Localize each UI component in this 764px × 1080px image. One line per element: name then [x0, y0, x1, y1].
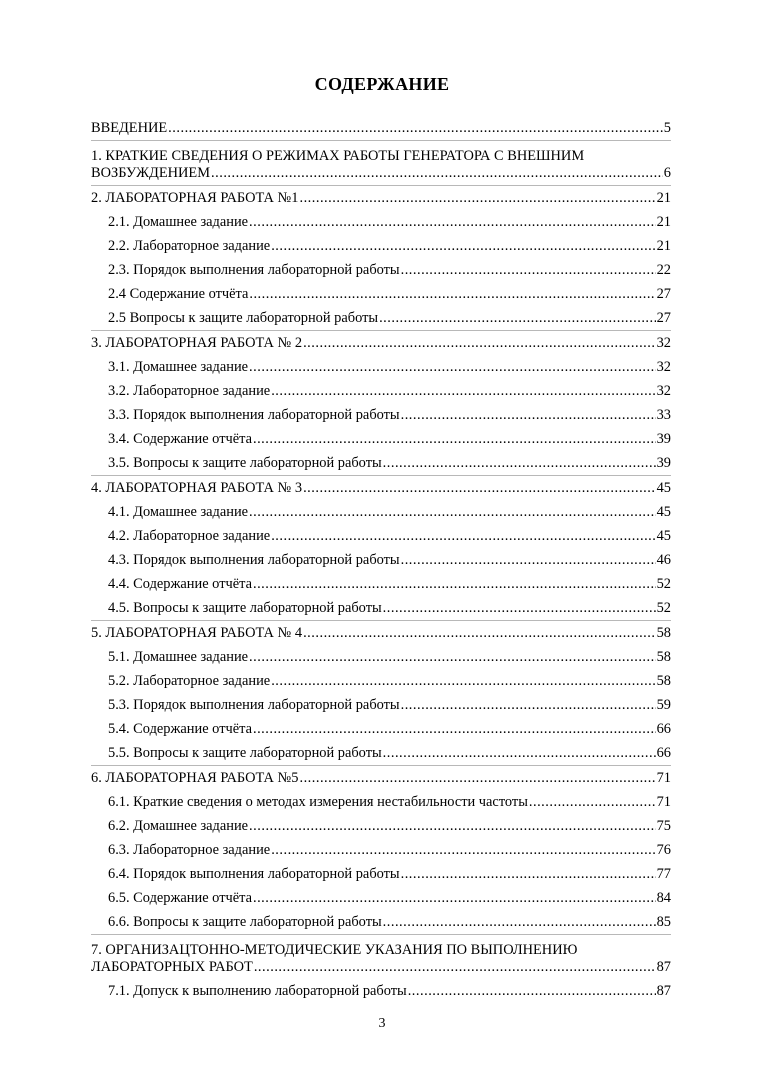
- toc-entry-page: 33: [656, 407, 671, 423]
- toc-entry-page: 6: [663, 165, 671, 181]
- toc-entry[interactable]: [91, 765, 671, 790]
- toc-entry-page: 27: [656, 286, 671, 302]
- toc-entry-page: 71: [656, 770, 671, 786]
- toc-entry-text: 2.4 Содержание отчёта: [108, 286, 249, 302]
- toc-entry-text: 4.3. Порядок выполнения лабораторной работы: [108, 552, 400, 568]
- toc-entry[interactable]: [91, 620, 671, 645]
- toc-entry-text: ВВЕДЕНИЕ: [91, 120, 168, 136]
- toc-entry[interactable]: [91, 790, 671, 814]
- toc-entry-text: 6.4. Порядок выполнения лабораторной работы: [108, 866, 400, 882]
- toc-entry-text: 2. ЛАБОРАТОРНАЯ РАБОТА №1: [91, 190, 299, 206]
- toc-entry[interactable]: [91, 306, 671, 330]
- toc-entry-page: 22: [656, 262, 671, 278]
- table-of-contents: [91, 116, 671, 1003]
- dot-leader: [253, 721, 656, 738]
- toc-entry[interactable]: [91, 862, 671, 886]
- toc-entry[interactable]: [91, 210, 671, 234]
- toc-entry-page: 85: [656, 914, 671, 930]
- toc-entry[interactable]: [91, 403, 671, 427]
- dot-leader: [408, 983, 656, 1000]
- dot-leader: [383, 745, 656, 762]
- toc-entry[interactable]: [91, 258, 671, 282]
- toc-entry-text: 5.4. Содержание отчёта: [108, 721, 252, 737]
- page-title: СОДЕРЖАНИЕ: [314, 74, 450, 94]
- toc-entry[interactable]: [91, 669, 671, 693]
- dot-leader: [401, 697, 656, 714]
- dot-leader: [254, 959, 656, 976]
- toc-entry-page: 75: [656, 818, 671, 834]
- dot-leader: [211, 165, 663, 182]
- dot-leader: [271, 528, 655, 545]
- dot-leader: [168, 120, 663, 137]
- toc-entry-page: 27: [656, 310, 671, 326]
- toc-entry[interactable]: [91, 185, 671, 210]
- toc-entry-page: 32: [656, 383, 671, 399]
- toc-entry-text: 5. ЛАБОРАТОРНАЯ РАБОТА № 4: [91, 625, 303, 641]
- toc-entry-page: 21: [656, 238, 671, 254]
- toc-entry-text: 2.1. Домашнее задание: [108, 214, 249, 230]
- toc-entry-page: 58: [656, 625, 671, 641]
- toc-entry-text: 5.3. Порядок выполнения лабораторной работы: [108, 697, 400, 713]
- dot-leader: [383, 600, 656, 617]
- toc-entry[interactable]: [91, 500, 671, 524]
- toc-entry[interactable]: [91, 330, 671, 355]
- toc-entry-page: 39: [656, 455, 671, 471]
- toc-entry[interactable]: [91, 355, 671, 379]
- dot-leader: [249, 504, 656, 521]
- toc-entry-page: 52: [656, 600, 671, 616]
- toc-entry-text: 7.1. Допуск к выполнению лабораторной работы: [108, 983, 407, 999]
- toc-entry-text: 6.1. Краткие сведения о методах измерения нестабильности частоты: [108, 794, 528, 810]
- dot-leader: [249, 649, 656, 666]
- toc-entry-text: 6. ЛАБОРАТОРНАЯ РАБОТА №5: [91, 770, 299, 786]
- dot-leader: [299, 190, 655, 207]
- toc-entry-page: 5: [663, 120, 671, 136]
- dot-leader: [253, 576, 656, 593]
- toc-entry[interactable]: [91, 572, 671, 596]
- toc-entry[interactable]: [91, 838, 671, 862]
- toc-entry-page: 77: [656, 866, 671, 882]
- dot-leader: [303, 335, 656, 352]
- toc-entry-text: 4.5. Вопросы к защите лабораторной работы: [108, 600, 382, 616]
- toc-entry-page: 21: [656, 190, 671, 206]
- toc-entry-text: 5.2. Лабораторное задание: [108, 673, 271, 689]
- dot-leader: [401, 407, 656, 424]
- toc-entry-text: 5.5. Вопросы к защите лабораторной работы: [108, 745, 382, 761]
- toc-entry-page: 46: [656, 552, 671, 568]
- toc-entry[interactable]: [91, 234, 671, 258]
- toc-entry-text: 6.2. Домашнее задание: [108, 818, 249, 834]
- dot-leader: [401, 866, 656, 883]
- page-number: 3: [378, 1016, 386, 1031]
- toc-entry-text: 2.5 Вопросы к защите лабораторной работы: [108, 310, 379, 326]
- toc-entry[interactable]: [91, 741, 671, 765]
- toc-entry-page: 58: [656, 673, 671, 689]
- toc-entry-text: 6.5. Содержание отчёта: [108, 890, 252, 906]
- toc-entry-text: 3.2. Лабораторное задание: [108, 383, 271, 399]
- toc-entry[interactable]: [91, 693, 671, 717]
- toc-entry-text: 3.5. Вопросы к защите лабораторной работы: [108, 455, 382, 471]
- toc-entry-text-line1: 7. ОРГАНИЗАЦТОННО-МЕТОДИЧЕСКИЕ УКАЗАНИЯ ПО ВЫПОЛНЕНИЮ: [91, 942, 578, 958]
- toc-entry-text: ЛАБОРАТОРНЫХ РАБОТ: [91, 959, 253, 975]
- dot-leader: [271, 238, 655, 255]
- toc-entry[interactable]: [91, 596, 671, 620]
- toc-entry-text: 3. ЛАБОРАТОРНАЯ РАБОТА № 2: [91, 335, 303, 351]
- toc-entry-page: 59: [656, 697, 671, 713]
- toc-entry-text: 3.1. Домашнее задание: [108, 359, 249, 375]
- toc-entry[interactable]: [91, 934, 671, 979]
- toc-entry-page: 21: [656, 214, 671, 230]
- dot-leader: [271, 673, 655, 690]
- toc-entry-page: 32: [656, 335, 671, 351]
- toc-entry[interactable]: [91, 979, 671, 1003]
- toc-entry-text: 6.3. Лабораторное задание: [108, 842, 271, 858]
- toc-entry-page: 45: [656, 528, 671, 544]
- toc-entry-page: 66: [656, 745, 671, 761]
- toc-entry[interactable]: [91, 524, 671, 548]
- dot-leader: [303, 480, 656, 497]
- toc-entry-text: 5.1. Домашнее задание: [108, 649, 249, 665]
- toc-entry[interactable]: [91, 282, 671, 306]
- toc-entry-page: 52: [656, 576, 671, 592]
- toc-entry-page: 45: [656, 480, 671, 496]
- toc-entry[interactable]: [91, 886, 671, 910]
- toc-entry-page: 58: [656, 649, 671, 665]
- dot-leader: [379, 310, 656, 327]
- dot-leader: [299, 770, 655, 787]
- toc-entry-text: 4.1. Домашнее задание: [108, 504, 249, 520]
- toc-entry-text: 2.2. Лабораторное задание: [108, 238, 271, 254]
- toc-entry[interactable]: [91, 451, 671, 475]
- toc-entry-text: 4. ЛАБОРАТОРНАЯ РАБОТА № 3: [91, 480, 303, 496]
- dot-leader: [401, 552, 656, 569]
- toc-entry-text: 3.3. Порядок выполнения лабораторной работы: [108, 407, 400, 423]
- toc-entry-page: 32: [656, 359, 671, 375]
- dot-leader: [249, 286, 655, 303]
- dot-leader: [529, 794, 656, 811]
- toc-entry-text: 4.2. Лабораторное задание: [108, 528, 271, 544]
- toc-entry-page: 84: [656, 890, 671, 906]
- dot-leader: [303, 625, 656, 642]
- toc-entry-page: 71: [656, 794, 671, 810]
- toc-entry-page: 76: [656, 842, 671, 858]
- toc-entry-text: 3.4. Содержание отчёта: [108, 431, 252, 447]
- toc-entry[interactable]: [91, 140, 671, 185]
- toc-entry-page: 66: [656, 721, 671, 737]
- toc-entry[interactable]: [91, 814, 671, 838]
- toc-entry[interactable]: [91, 548, 671, 572]
- dot-leader: [271, 383, 655, 400]
- toc-entry[interactable]: [91, 116, 671, 140]
- dot-leader: [249, 359, 656, 376]
- dot-leader: [401, 262, 656, 279]
- dot-leader: [383, 455, 656, 472]
- dot-leader: [253, 890, 656, 907]
- toc-entry[interactable]: [91, 379, 671, 403]
- toc-entry-page: 87: [656, 983, 671, 999]
- toc-entry-text: ВОЗБУЖДЕНИЕМ: [91, 165, 211, 181]
- toc-entry-text: 4.4. Содержание отчёта: [108, 576, 252, 592]
- dot-leader: [253, 431, 656, 448]
- dot-leader: [249, 214, 656, 231]
- toc-entry[interactable]: [91, 427, 671, 451]
- toc-entry-text: 2.3. Порядок выполнения лабораторной работы: [108, 262, 400, 278]
- dot-leader: [383, 914, 656, 931]
- toc-entry-text: 6.6. Вопросы к защите лабораторной работы: [108, 914, 382, 930]
- toc-entry-text-line1: 1. КРАТКИЕ СВЕДЕНИЯ О РЕЖИМАХ РАБОТЫ ГЕНЕРАТОРА С ВНЕШНИМ: [91, 148, 585, 164]
- toc-entry[interactable]: [91, 910, 671, 934]
- toc-entry[interactable]: [91, 475, 671, 500]
- toc-entry-page: 87: [656, 959, 671, 975]
- dot-leader: [271, 842, 655, 859]
- toc-entry[interactable]: [91, 645, 671, 669]
- toc-entry-page: 39: [656, 431, 671, 447]
- toc-entry[interactable]: [91, 717, 671, 741]
- toc-entry-page: 45: [656, 504, 671, 520]
- dot-leader: [249, 818, 656, 835]
